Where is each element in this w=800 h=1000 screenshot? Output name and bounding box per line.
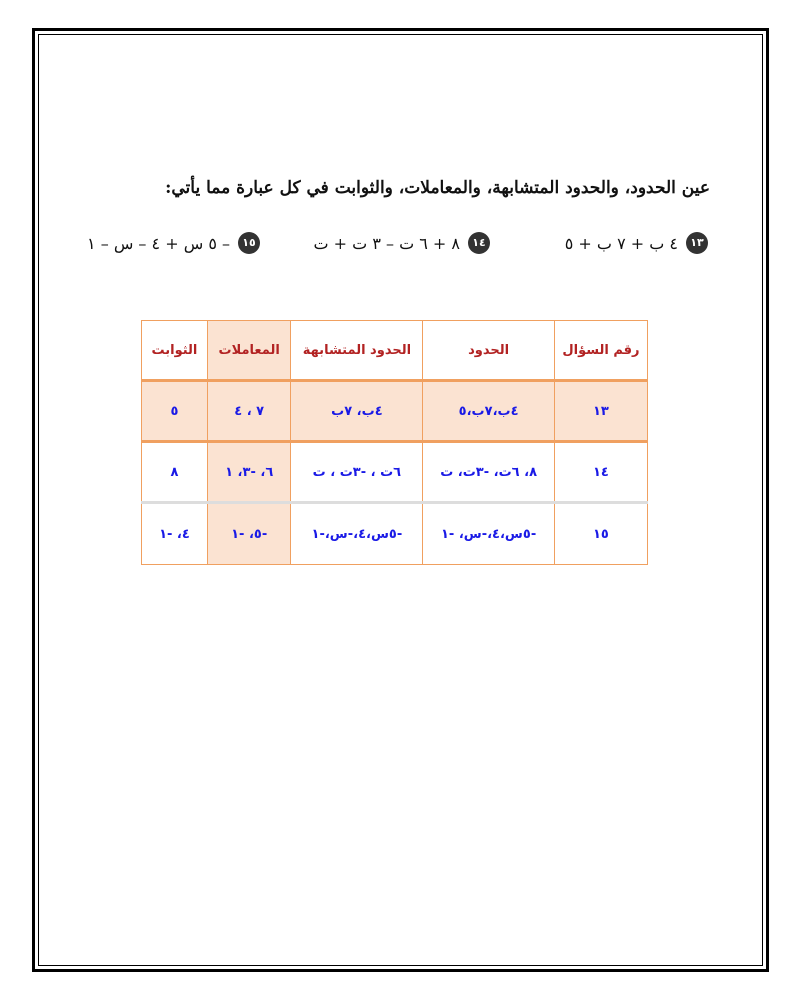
cell-question-number: ١٤: [554, 442, 647, 503]
cell-question-number: ١٣: [554, 381, 647, 442]
table-header-row: [142, 321, 648, 381]
header-constants: الثوابت: [142, 321, 208, 381]
table-row: [142, 442, 648, 503]
exercise-14: [314, 232, 490, 254]
exercise-expression: – ٥ س + ٤ – س – ١: [87, 233, 230, 253]
cell-like-terms: ٤ب، ٧ب: [291, 381, 423, 442]
exercise-expression: ٤ ب + ٧ ب + ٥: [564, 233, 678, 253]
header-coefficients: المعاملات: [207, 321, 291, 381]
header-question-number: رقم السؤال: [554, 321, 647, 381]
cell-constants: ٥: [142, 381, 208, 442]
exercise-number-badge: ١٤: [468, 232, 490, 254]
exercise-expression: ٨ + ٦ ت – ٣ ت + ت: [313, 233, 460, 253]
cell-coefficients: ٦، -٣، ١: [207, 442, 291, 503]
cell-terms: ٤ب،٧ب،٥: [423, 381, 555, 442]
table-row: [142, 503, 648, 565]
exercise-number-badge: ١٥: [238, 232, 260, 254]
cell-terms: ٨، ٦ت، -٣ت، ت: [423, 442, 555, 503]
cell-like-terms: ٦ت ، -٣ت ، ت: [291, 442, 423, 503]
exercise-13: [565, 232, 708, 254]
cell-like-terms: -٥س،٤،-س،-١: [291, 503, 423, 565]
cell-coefficients: ٧ ، ٤: [207, 381, 291, 442]
answers-table: [141, 320, 648, 565]
cell-terms: -٥س،٤،-س، -١: [423, 503, 555, 565]
header-like-terms: الحدود المتشابهة: [291, 321, 423, 381]
header-terms: الحدود: [423, 321, 555, 381]
cell-coefficients: -٥، -١: [207, 503, 291, 565]
table-row: [142, 381, 648, 442]
cell-constants: ٤، -١: [142, 503, 208, 565]
exercise-number-badge: ١٣: [686, 232, 708, 254]
cell-question-number: ١٥: [554, 503, 647, 565]
instruction-text: عين الحدود، والحدود المتشابهة، والمعاملات، والثوابت في كل عبارة مما يأتي:: [165, 178, 710, 198]
exercise-15: [87, 232, 260, 254]
cell-constants: ٨: [142, 442, 208, 503]
